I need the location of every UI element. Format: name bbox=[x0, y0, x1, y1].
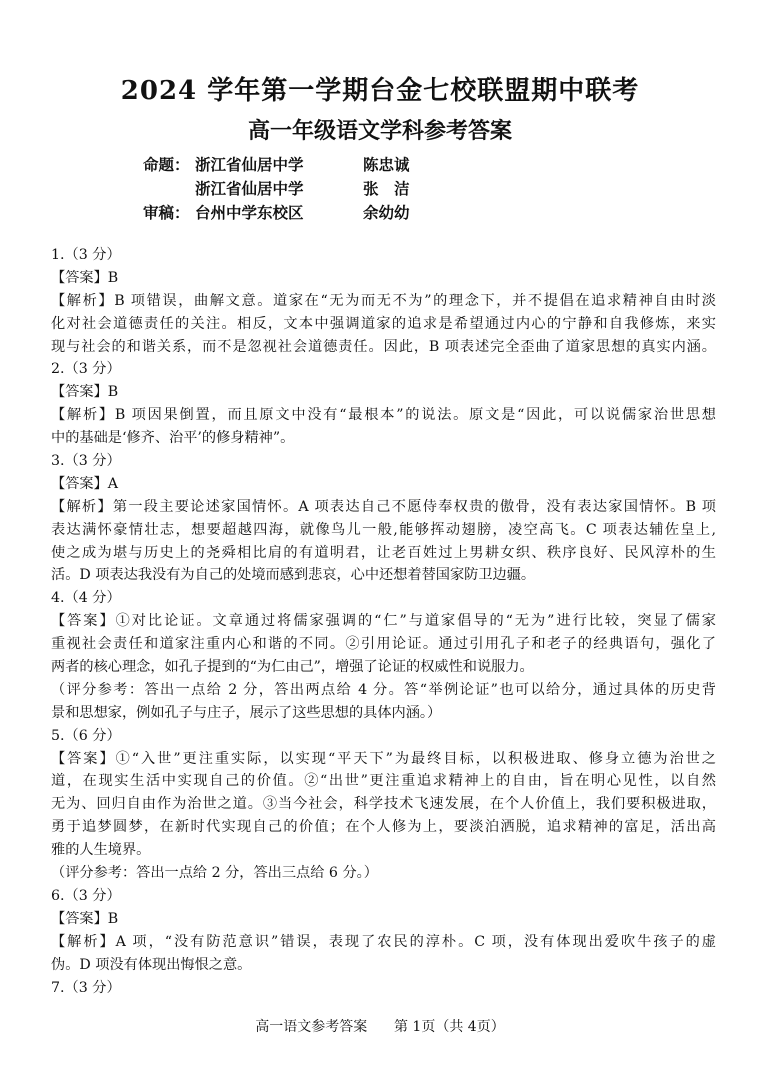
analysis-line: 化对社会道德责任的关注。相反，文本中强调道家的追求是希望通过内心的宁静和自我修炼，来实 bbox=[51, 315, 716, 332]
answer-line: 雅的人生境界。 bbox=[51, 842, 151, 859]
analysis-line: 【解析】B 项错误，曲解文意。道家在“无为而无不为”的理念下，并不提倡在追求精神自由时淡 bbox=[51, 292, 716, 309]
analysis-line: 中的基础是‘修齐、治平’的修身精神”。 bbox=[51, 430, 295, 447]
credit-name: 陈忠诚 bbox=[363, 156, 410, 174]
footer-doc-name: 高一语文参考答案 bbox=[255, 1019, 368, 1035]
question-heading: 3.（3 分） bbox=[51, 453, 121, 470]
analysis-line: 活。D 项表达我没有为自己的处境而感到悲哀，心中还想着替国家防卫边疆。 bbox=[51, 567, 536, 584]
analysis-line: 表达满怀豪情壮志，想要超越四海，就像鸟儿一般,能够挥动翅膀，凌空高飞。C 项表达辅佐皇上, bbox=[51, 521, 716, 538]
page-footer bbox=[0, 1016, 760, 1036]
analysis-line: 伪。D 项没有体现出悔恨之意。 bbox=[51, 956, 252, 973]
answer-line: 【答案】B bbox=[51, 384, 119, 401]
footer-page-number: 第 1页（共 4页） bbox=[393, 1019, 505, 1035]
credit-name: 张 洁 bbox=[363, 180, 410, 198]
answer-line: 无为、回归自由作为治世之道。③当今社会，科学技术飞速发展，在个人价值上，我们要积极进取， bbox=[51, 796, 716, 813]
analysis-line: 【解析】A 项，“没有防范意识”错误，表现了农民的淳朴。C 项，没有体现出爱吹牛孩子的虚 bbox=[51, 933, 716, 950]
credits-block bbox=[143, 153, 410, 225]
credit-label: 审稿： bbox=[143, 204, 190, 222]
answer-line: 道，在现实生活中实现自己的价值。②“出世”更注重追求精神上的自由，旨在明心见性，以自然 bbox=[51, 773, 716, 790]
credit-row bbox=[143, 153, 410, 177]
question-heading: 6.（3 分） bbox=[51, 887, 121, 904]
scoring-note: （评分参考：答出一点给 2 分，答出三点给 6 分。） bbox=[51, 865, 378, 882]
credit-school: 浙江省仙居中学 bbox=[195, 180, 304, 198]
scoring-note: （评分参考：答出一点给 2 分，答出两点给 4 分。答“举例论证”也可以给分，通过具体的历史背 bbox=[51, 681, 716, 698]
answer-body bbox=[51, 244, 716, 999]
question-heading: 4.（4 分） bbox=[51, 590, 121, 607]
credit-label: 命题： bbox=[143, 156, 190, 174]
analysis-line: 【解析】B 项因果倒置，而且原文中没有“最根本”的说法。原文是“因此，可以说儒家治世思想 bbox=[51, 407, 716, 424]
question-heading: 7.（3 分） bbox=[51, 979, 121, 996]
credit-row bbox=[143, 201, 410, 225]
scoring-note: 景和思想家，例如孔子与庄子，展示了这些思想的具体内涵。） bbox=[51, 704, 442, 721]
analysis-line: 使之成为堪与历史上的尧舜相比肩的有道明君，让老百姓过上男耕女织、秩序良好、民风淳朴的生 bbox=[51, 544, 716, 561]
answer-line: 【答案】B bbox=[51, 910, 119, 927]
credit-school: 台州中学东校区 bbox=[195, 204, 304, 222]
credit-name: 余幼幼 bbox=[363, 204, 410, 222]
answer-line: 两者的核心理念，如孔子提到的“为仁由己”，增强了论证的权威性和说服力。 bbox=[51, 659, 534, 676]
analysis-line: 【解析】第一段主要论述家国情怀。A 项表达自己不愿侍奉权贵的傲骨，没有表达家国情怀。B 项 bbox=[51, 498, 716, 515]
answer-line: 【答案】A bbox=[51, 475, 118, 492]
answer-line: 【答案】①“入世”更注重实际，以实现“平天下”为最终目标，以积极进取、修身立德为治世之 bbox=[51, 750, 716, 767]
question-heading: 2.（3 分） bbox=[51, 361, 121, 378]
analysis-line: 现与社会的和谐关系，而不是忽视社会道德责任。因此，B 项表述完全歪曲了道家思想的真实内涵。 bbox=[51, 338, 716, 355]
credit-row bbox=[143, 177, 410, 201]
answer-line: 重视社会责任和道家注重内心和谐的不同。②引用论证。通过引用孔子和老子的经典语句，强化了 bbox=[51, 636, 716, 653]
question-heading: 1.（3 分） bbox=[51, 247, 121, 263]
answer-line: 【答案】①对比论证。文章通过将儒家强调的“仁”与道家倡导的“无为”进行比较，突显了儒家 bbox=[51, 613, 716, 630]
credit-school: 浙江省仙居中学 bbox=[195, 156, 304, 174]
page-title: 2024 学年第一学期台金七校联盟期中联考 bbox=[120, 76, 640, 106]
page-subtitle: 高一年级语文学科参考答案 bbox=[247, 118, 512, 144]
question-heading: 5.（6 分） bbox=[51, 727, 121, 744]
answer-line: 【答案】B bbox=[51, 269, 119, 286]
answer-line: 勇于追梦圆梦，在新时代实现自己的价值；在个人修为上，要淡泊洒脱，追求精神的富足，活出高 bbox=[51, 819, 716, 836]
